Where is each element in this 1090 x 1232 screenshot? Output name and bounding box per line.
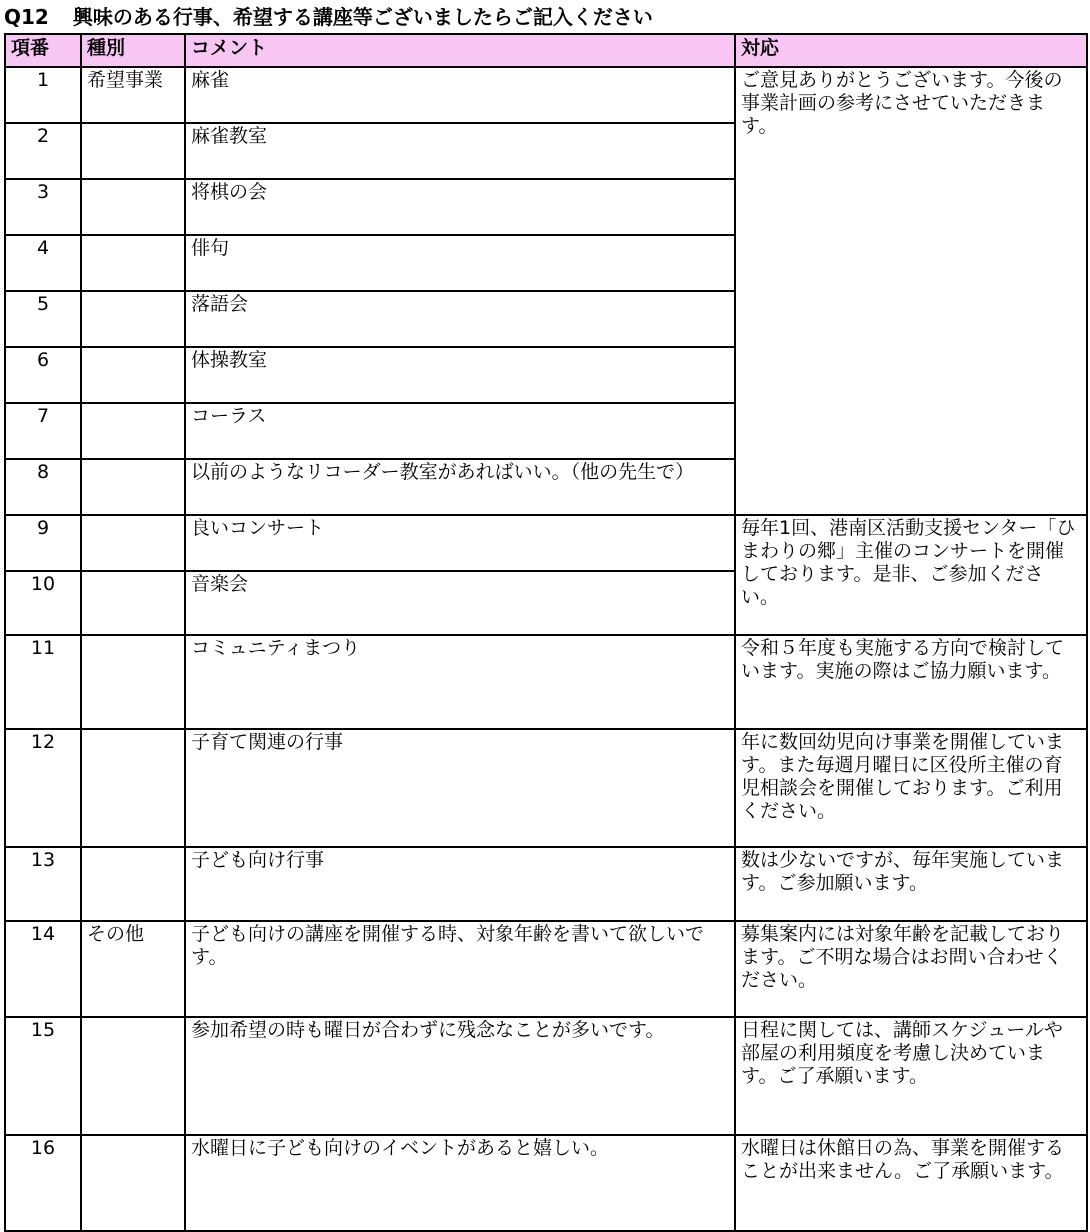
row-number: 5 [5,291,81,347]
row-type [81,459,185,515]
row-type [81,1135,185,1231]
row-type: その他 [81,921,185,1017]
row-comment: 子ども向けの講座を開催する時、対象年齢を書いて欲しいです。 [185,921,735,1017]
header-comment: コメント [185,34,735,67]
row-number: 4 [5,235,81,291]
row-comment: 体操教室 [185,347,735,403]
table-row [5,515,1087,571]
row-number: 8 [5,459,81,515]
row-response: 毎年1回、港南区活動支援センター「ひまわりの郷」主催のコンサートを開催しております。是非、ご参加ください。 [735,515,1087,635]
row-number: 7 [5,403,81,459]
table-row [5,635,1087,729]
table-row [5,1135,1087,1231]
row-type [81,1017,185,1135]
row-comment: 落語会 [185,291,735,347]
header-row [5,34,1087,67]
row-comment: 以前のようなリコーダー教室があればいい。（他の先生で） [185,459,735,515]
row-response: 募集案内には対象年齢を記載しております。ご不明な場合はお問い合わせください。 [735,921,1087,1017]
header-no: 項番 [5,34,81,67]
row-comment: 俳句 [185,235,735,291]
row-comment: 麻雀 [185,67,735,123]
row-comment: 子ども向け行事 [185,847,735,921]
row-comment: 音楽会 [185,571,735,635]
row-response: 数は少ないですが、毎年実施しています。ご参加願います。 [735,847,1087,921]
row-number: 15 [5,1017,81,1135]
header-type: 種別 [81,34,185,67]
row-number: 3 [5,179,81,235]
row-number: 6 [5,347,81,403]
row-number: 10 [5,571,81,635]
row-number: 12 [5,729,81,847]
row-number: 2 [5,123,81,179]
question-number: Q12 [4,5,49,29]
row-type [81,635,185,729]
table-row [5,67,1087,123]
header-response: 対応 [735,34,1087,67]
row-type [81,291,185,347]
row-comment: 麻雀教室 [185,123,735,179]
row-type [81,729,185,847]
row-type [81,123,185,179]
row-comment: 水曜日に子ども向けのイベントがあると嬉しい。 [185,1135,735,1231]
row-comment: 子育て関連の行事 [185,729,735,847]
row-type [81,179,185,235]
question-text: 興味のある行事、希望する講座等ございましたらご記入ください [72,5,653,29]
row-number: 1 [5,67,81,123]
row-comment: 良いコンサート [185,515,735,571]
row-number: 16 [5,1135,81,1231]
row-response: 水曜日は休館日の為、事業を開催することが出来ません。ご了承願います。 [735,1135,1087,1231]
row-comment: 参加希望の時も曜日が合わずに残念なことが多いです。 [185,1017,735,1135]
row-response: 年に数回幼児向け事業を開催しています。また毎週月曜日に区役所主催の育児相談会を開催しております。ご利用ください。 [735,729,1087,847]
row-number: 11 [5,635,81,729]
survey-table [4,33,1088,1232]
page-title [4,3,653,31]
row-response: 日程に関しては、講師スケジュールや部屋の利用頻度を考慮し決めています。ご了承願います。 [735,1017,1087,1135]
row-type [81,571,185,635]
row-type [81,347,185,403]
row-number: 9 [5,515,81,571]
row-response: 令和５年度も実施する方向で検討しています。実施の際はご協力願います。 [735,635,1087,729]
table-row [5,921,1087,1017]
row-comment: コーラス [185,403,735,459]
row-response: ご意見ありがとうございます。今後の事業計画の参考にさせていただきます。 [735,67,1087,515]
row-type [81,515,185,571]
table-row [5,1017,1087,1135]
row-comment: 将棋の会 [185,179,735,235]
row-type [81,847,185,921]
table-row [5,847,1087,921]
table-row [5,729,1087,847]
row-number: 13 [5,847,81,921]
row-type [81,235,185,291]
row-type: 希望事業 [81,67,185,123]
row-type [81,403,185,459]
row-comment: コミュニティまつり [185,635,735,729]
row-number: 14 [5,921,81,1017]
